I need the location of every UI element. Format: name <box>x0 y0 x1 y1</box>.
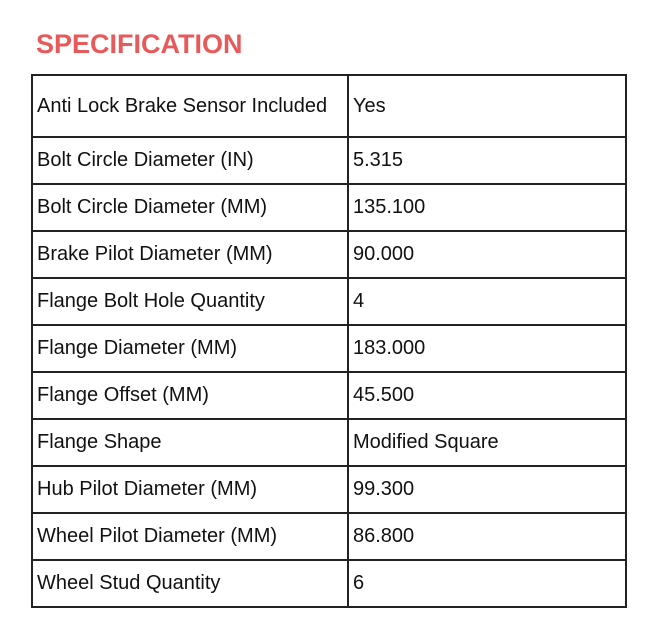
spec-label: Bolt Circle Diameter (MM) <box>32 184 348 231</box>
table-row <box>32 184 626 231</box>
table-row <box>32 372 626 419</box>
spec-value: 90.000 <box>348 231 626 278</box>
table-row <box>32 513 626 560</box>
table-row <box>32 419 626 466</box>
spec-label: Bolt Circle Diameter (IN) <box>32 137 348 184</box>
spec-label: Anti Lock Brake Sensor Included <box>32 75 348 137</box>
spec-value: 45.500 <box>348 372 626 419</box>
spec-label: Flange Shape <box>32 419 348 466</box>
spec-value: Modified Square <box>348 419 626 466</box>
specification-table <box>31 74 627 608</box>
spec-label: Hub Pilot Diameter (MM) <box>32 466 348 513</box>
spec-label: Brake Pilot Diameter (MM) <box>32 231 348 278</box>
spec-value: 135.100 <box>348 184 626 231</box>
spec-label: Wheel Stud Quantity <box>32 560 348 607</box>
spec-value: 6 <box>348 560 626 607</box>
spec-label: Flange Diameter (MM) <box>32 325 348 372</box>
spec-label: Flange Offset (MM) <box>32 372 348 419</box>
spec-value: Yes <box>348 75 626 137</box>
spec-value: 183.000 <box>348 325 626 372</box>
table-row <box>32 231 626 278</box>
spec-value: 4 <box>348 278 626 325</box>
table-row <box>32 75 626 137</box>
table-row <box>32 137 626 184</box>
table-row <box>32 325 626 372</box>
table-row <box>32 278 626 325</box>
page-title: SPECIFICATION <box>36 29 243 59</box>
table-row <box>32 560 626 607</box>
spec-label: Wheel Pilot Diameter (MM) <box>32 513 348 560</box>
spec-value: 86.800 <box>348 513 626 560</box>
spec-label: Flange Bolt Hole Quantity <box>32 278 348 325</box>
table-row <box>32 466 626 513</box>
spec-value: 99.300 <box>348 466 626 513</box>
spec-value: 5.315 <box>348 137 626 184</box>
